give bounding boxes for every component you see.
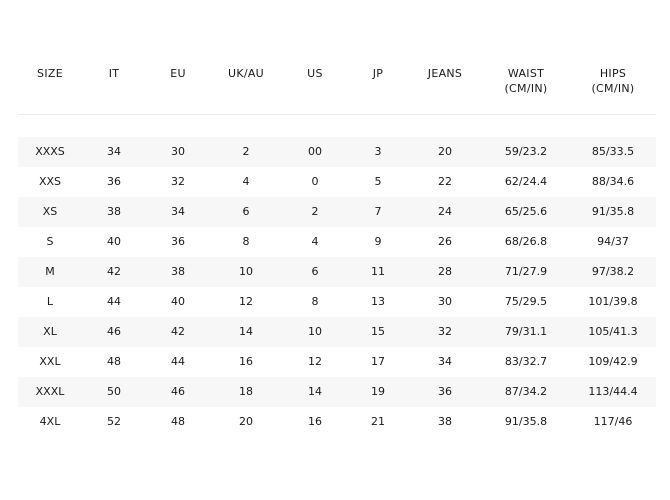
cell-uk-au: 8 [242,235,250,248]
cell-eu: 30 [171,145,185,158]
cell-eu: 40 [171,295,185,308]
cell-hips: 113/44.4 [588,385,638,398]
cell-hips: 105/41.3 [588,325,638,338]
table-row [18,407,656,437]
table-row [18,347,656,377]
cell-hips: 109/42.9 [588,355,638,368]
cell-waist: 91/35.8 [504,415,548,428]
cell-us: 16 [308,415,322,428]
cell-jp: 11 [371,265,385,278]
table-row [18,197,656,227]
header-eu: EU [170,67,186,80]
cell-it: 36 [107,175,121,188]
cell-jeans: 32 [438,325,452,338]
cell-jp: 17 [371,355,385,368]
header-waist: WAIST (CM/IN) [504,67,548,95]
cell-size: 4XL [39,415,61,428]
header-jeans: JEANS [427,67,463,80]
header-us: US [307,67,323,80]
table-body [18,137,656,437]
cell-jeans: 24 [438,205,452,218]
cell-hips: 91/35.8 [591,205,635,218]
cell-eu: 48 [171,415,185,428]
table-row [18,317,656,347]
cell-us: 10 [308,325,322,338]
cell-us: 14 [308,385,322,398]
cell-hips: 88/34.6 [591,175,635,188]
cell-jp: 15 [371,325,385,338]
cell-jeans: 36 [438,385,452,398]
cell-uk-au: 2 [242,145,250,158]
cell-it: 34 [107,145,121,158]
cell-us: 4 [311,235,319,248]
cell-jeans: 38 [438,415,452,428]
cell-it: 42 [107,265,121,278]
cell-eu: 42 [171,325,185,338]
cell-eu: 44 [171,355,185,368]
cell-it: 48 [107,355,121,368]
cell-hips: 97/38.2 [591,265,635,278]
table-row [18,137,656,167]
cell-eu: 36 [171,235,185,248]
cell-size: XL [43,325,57,338]
cell-waist: 62/24.4 [504,175,548,188]
table-header-row [18,56,656,115]
cell-hips: 101/39.8 [588,295,638,308]
cell-us: 8 [311,295,319,308]
cell-jp: 3 [374,145,382,158]
cell-us: 6 [311,265,319,278]
cell-eu: 32 [171,175,185,188]
cell-size: XXXL [35,385,65,398]
cell-jeans: 22 [438,175,452,188]
cell-waist: 75/29.5 [504,295,548,308]
cell-size: XXXS [35,145,65,158]
cell-it: 50 [107,385,121,398]
header-hips: HIPS (CM/IN) [591,67,635,95]
cell-uk-au: 12 [239,295,253,308]
cell-hips: 94/37 [597,235,629,248]
cell-uk-au: 18 [239,385,253,398]
cell-uk-au: 4 [242,175,250,188]
cell-hips: 117/46 [593,415,633,428]
cell-eu: 38 [171,265,185,278]
cell-waist: 68/26.8 [504,235,548,248]
cell-uk-au: 6 [242,205,250,218]
cell-uk-au: 16 [239,355,253,368]
cell-it: 46 [107,325,121,338]
cell-jeans: 30 [438,295,452,308]
header-it: IT [108,67,120,80]
cell-size: XXL [39,355,61,368]
cell-waist: 65/25.6 [504,205,548,218]
table-row [18,167,656,197]
cell-waist: 71/27.9 [504,265,548,278]
cell-us: 12 [308,355,322,368]
cell-jp: 19 [371,385,385,398]
cell-size: L [46,295,54,308]
header-uk-au: UK/AU [227,67,265,80]
cell-it: 44 [107,295,121,308]
cell-jeans: 20 [438,145,452,158]
cell-eu: 34 [171,205,185,218]
cell-it: 52 [107,415,121,428]
cell-waist: 59/23.2 [504,145,548,158]
cell-it: 40 [107,235,121,248]
cell-size: XXS [38,175,62,188]
cell-eu: 46 [171,385,185,398]
table-row [18,227,656,257]
cell-it: 38 [107,205,121,218]
cell-us: 00 [308,145,322,158]
cell-uk-au: 14 [239,325,253,338]
header-size: SIZE [37,67,63,80]
cell-jeans: 26 [438,235,452,248]
cell-us: 2 [311,205,319,218]
cell-waist: 87/34.2 [504,385,548,398]
cell-jp: 21 [371,415,385,428]
cell-jp: 13 [371,295,385,308]
cell-size: M [45,265,55,278]
header-jp: JP [372,67,384,80]
cell-uk-au: 20 [239,415,253,428]
table-row [18,257,656,287]
cell-jeans: 34 [438,355,452,368]
cell-waist: 83/32.7 [504,355,548,368]
cell-jp: 9 [374,235,382,248]
cell-jp: 5 [374,175,382,188]
cell-size: XS [42,205,58,218]
cell-waist: 79/31.1 [504,325,548,338]
cell-us: 0 [311,175,319,188]
cell-jp: 7 [374,205,382,218]
table-row [18,287,656,317]
cell-uk-au: 10 [239,265,253,278]
cell-jeans: 28 [438,265,452,278]
table-row [18,377,656,407]
cell-hips: 85/33.5 [591,145,635,158]
cell-size: S [46,235,54,248]
